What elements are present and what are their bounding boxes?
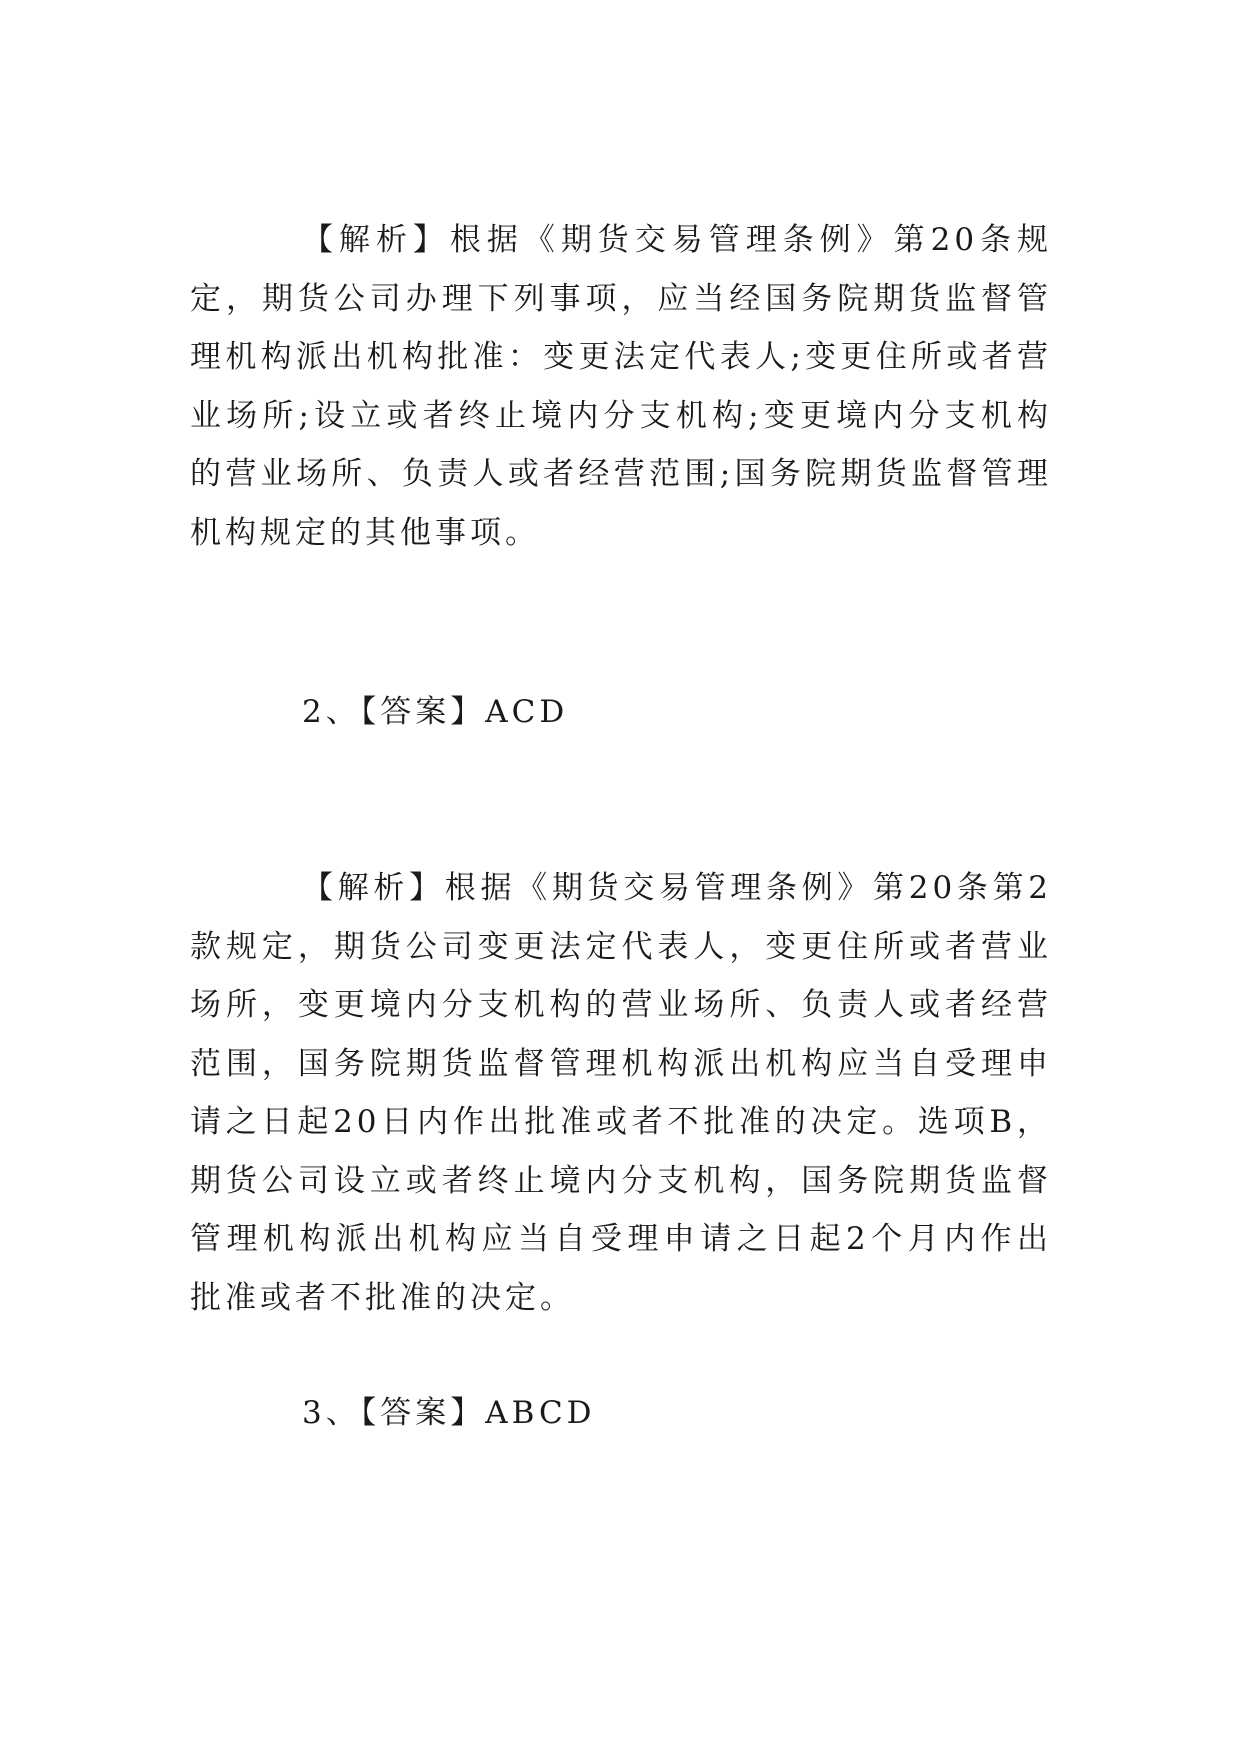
analysis-paragraph-2: 【解析】根据《期货交易管理条例》第20条第2款规定，期货公司变更法定代表人，变更住所或者营业场所，变更境内分支机构的营业场所、负责人或者经营范围，国务院期货监督管理机构派出机构应当自受理申请之日起20日内作出批准或者不批准的决定。选项B，期货公司设立或者终止境内分支机构，国务院期货监督管理机构派出机构应当自受理申请之日起2个月内作出批准或者不批准的决定。 xyxy=(190,870,1052,1316)
answer-line-2: 2、【答案】ACD xyxy=(302,694,569,730)
answer-line-3: 3、【答案】ABCD xyxy=(302,1395,596,1431)
analysis-paragraph-1: 【解析】根据《期货交易管理条例》第20条规定，期货公司办理下列事项，应当经国务院期货监督管理机构派出机构批准：变更法定代表人;变更住所或者营业场所;设立或者终止境内分支机构;变更境内分支机构的营业场所、负责人或者经营范围;国务院期货监督管理机构规定的其他事项。 xyxy=(190,222,1052,551)
